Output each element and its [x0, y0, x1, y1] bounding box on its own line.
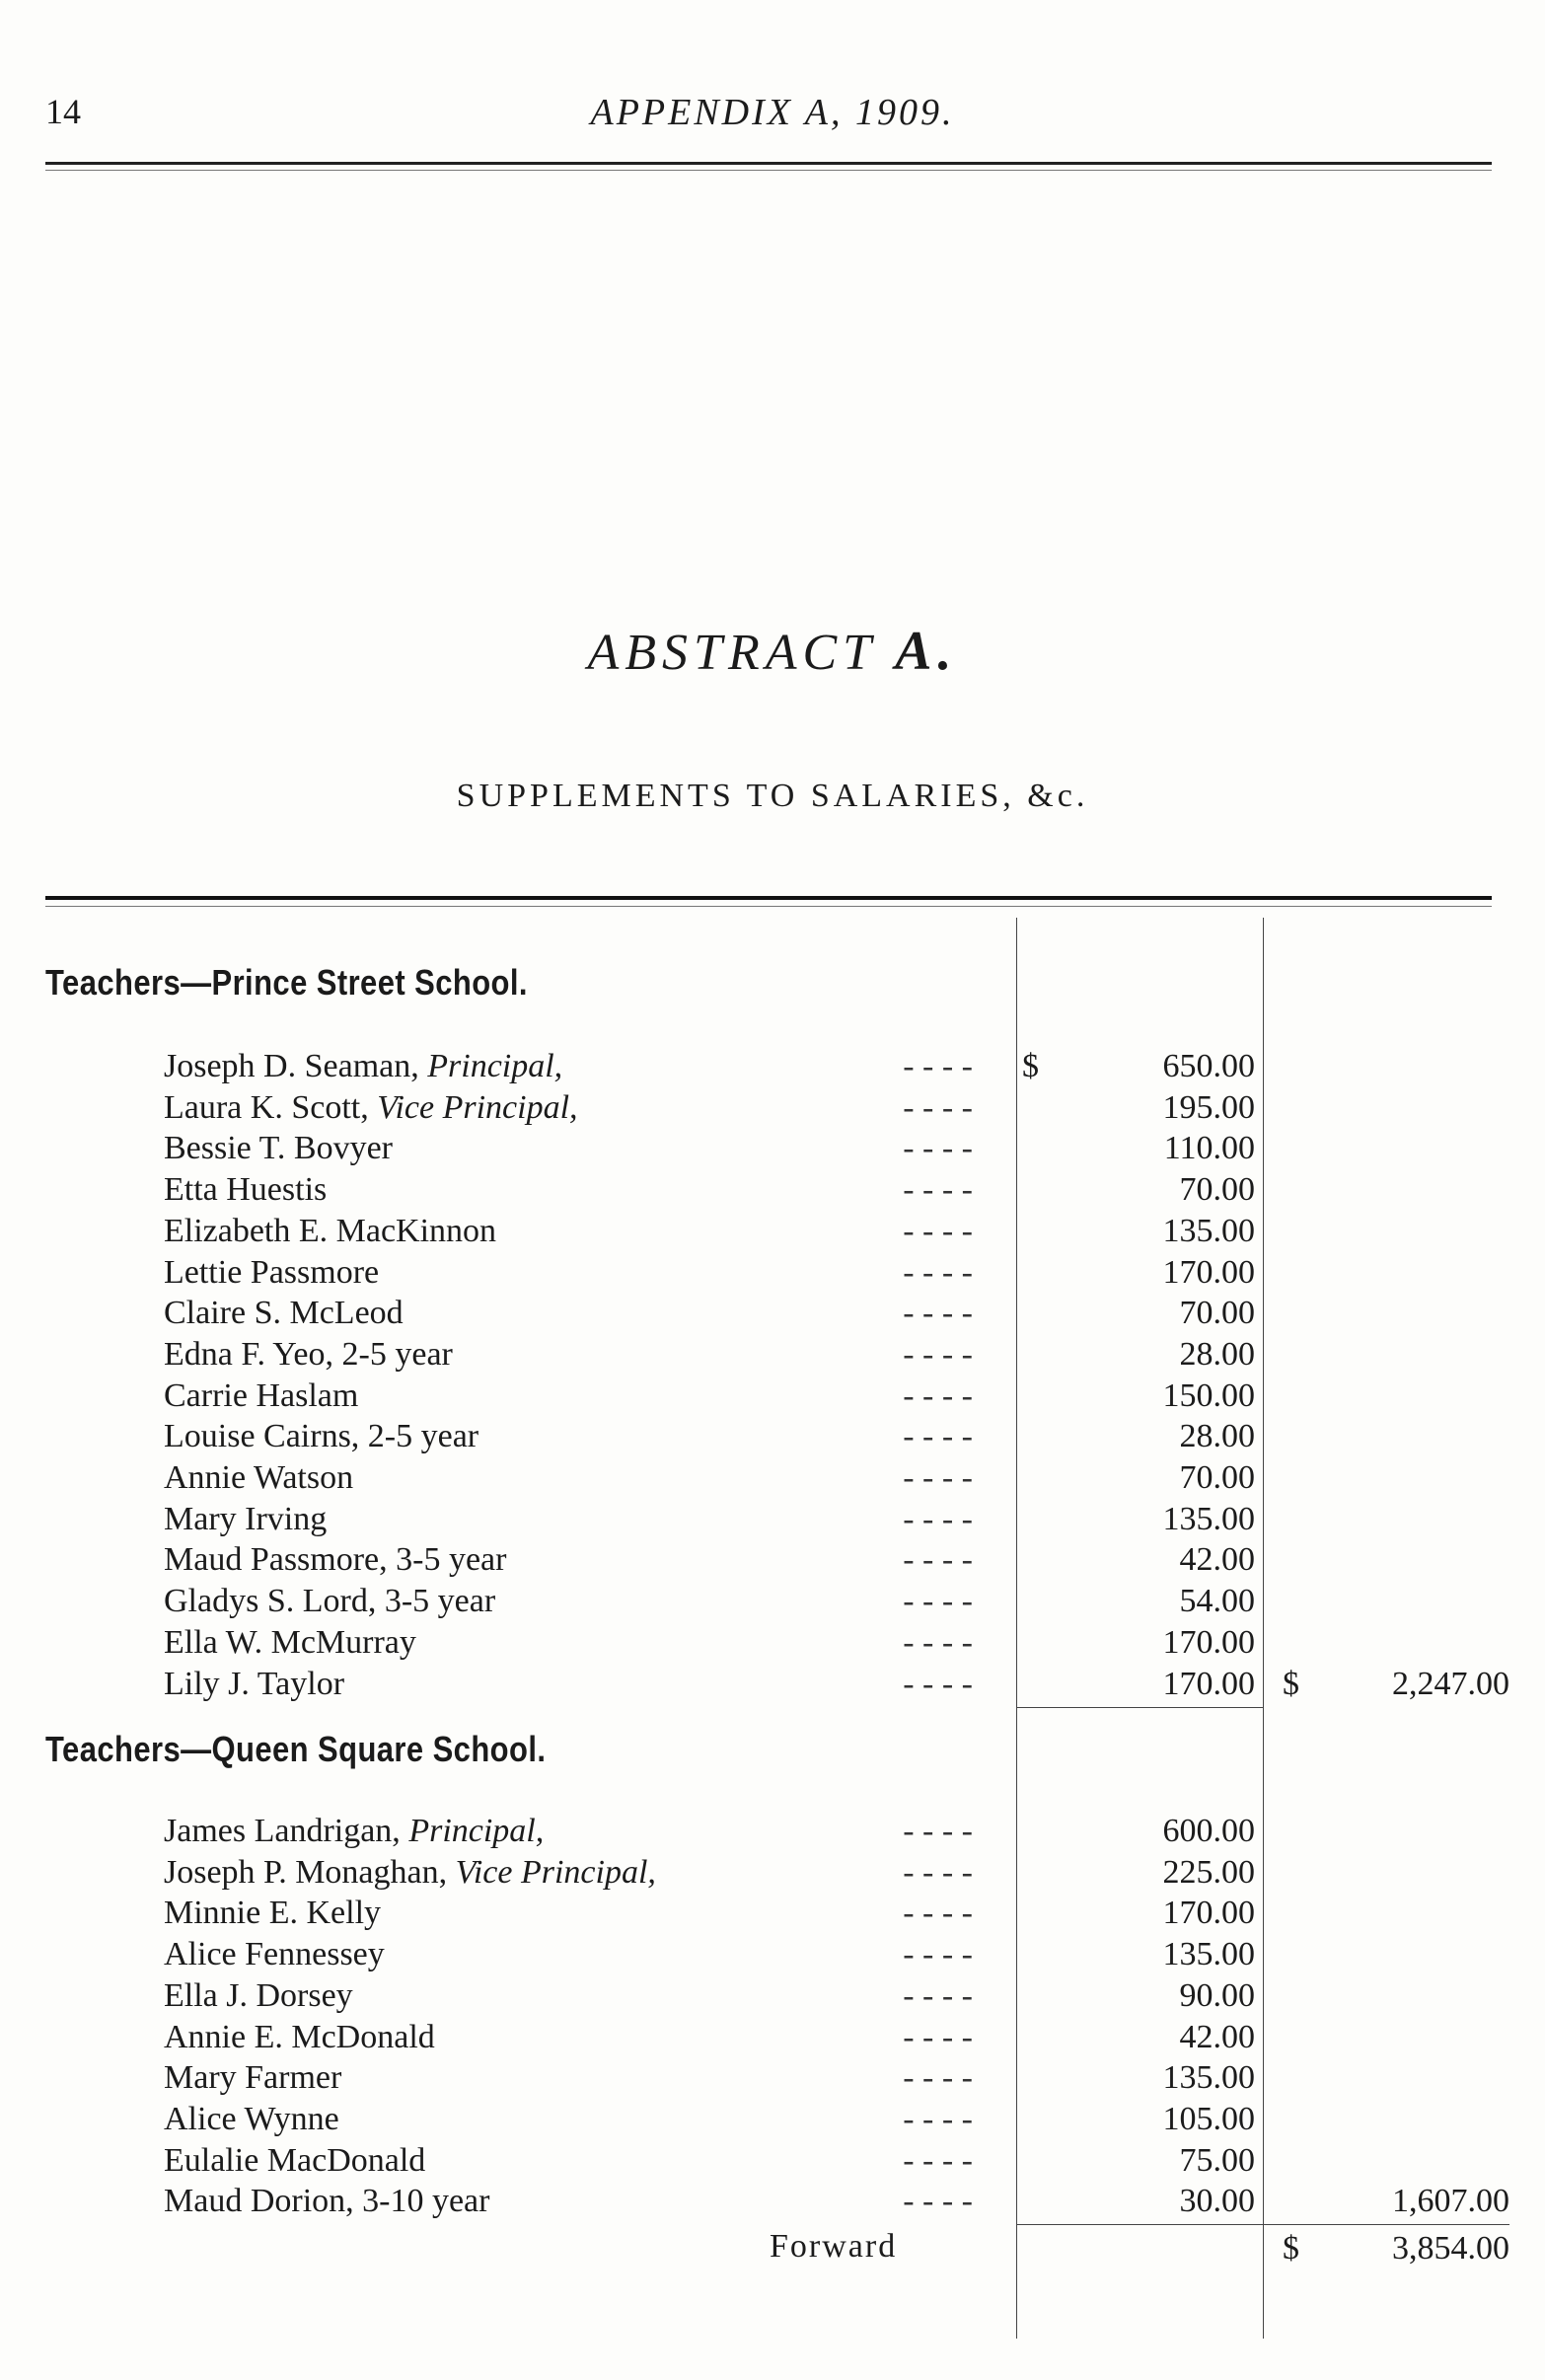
teacher-name [164, 1664, 344, 1705]
leader-dashes: - - - - [903, 1895, 973, 1932]
abstract-title [0, 620, 1545, 683]
amount: 28.00 [1179, 1335, 1255, 1373]
page-number: 14 [45, 92, 81, 131]
amount: 170.00 [1162, 1665, 1255, 1702]
teacher-name-text: Maud Dorion, 3-10 year [164, 2183, 490, 2220]
amount: 70.00 [1179, 1459, 1255, 1496]
leader-dashes: - - - - [903, 2183, 973, 2220]
amount: 135.00 [1162, 2059, 1255, 2097]
teacher-name-text: Joseph D. Seaman, [164, 1048, 428, 1084]
teacher-name [164, 2140, 425, 2182]
abstract-title-word: ABSTRACT [587, 625, 877, 681]
leader-dashes: - - - - [903, 1665, 973, 1702]
leader-dashes: - - - - [903, 1212, 973, 1249]
leader-dashes: - - - - [903, 2141, 973, 2179]
teacher-name [164, 2057, 341, 2099]
teacher-name-text: Bessie T. Bovyer [164, 1130, 393, 1167]
leader-dashes: - - - - [903, 1813, 973, 1849]
teacher-name-text: Alice Fennessey [164, 1936, 385, 1973]
teacher-name [164, 1975, 353, 2017]
table-row [164, 1893, 1506, 1934]
table-row [164, 1975, 1506, 2017]
teacher-name-text: Ella W. McMurray [164, 1623, 416, 1661]
table-row [164, 1128, 1506, 1169]
teacher-role: Vice Principal, [455, 1853, 656, 1891]
table-row [164, 1293, 1506, 1334]
teacher-name [164, 1539, 506, 1581]
teacher-name-text: Eulalie MacDonald [164, 2141, 426, 2179]
teacher-name [164, 1128, 393, 1169]
teacher-role: Principal, [427, 1048, 563, 1084]
table-row [164, 1811, 1506, 1852]
table-row [164, 1499, 1506, 1540]
leader-dashes: - - - - [903, 1853, 973, 1891]
table-row [164, 1334, 1506, 1376]
teacher-name [164, 2017, 435, 2058]
teacher-name-text: Mary Farmer [164, 2059, 342, 2097]
teacher-name-text: Laura K. Scott, [164, 1088, 378, 1126]
leader-dashes: - - - - [903, 1376, 973, 1414]
table-top-rule-thin [45, 906, 1492, 907]
leader-dashes: - - - - [903, 2018, 973, 2055]
currency-symbol: $ [1022, 1048, 1039, 1084]
amount: 75.00 [1179, 2141, 1255, 2179]
amount: 90.00 [1179, 1976, 1255, 2014]
teacher-name [164, 1622, 416, 1664]
teacher-name-text: Annie E. McDonald [164, 2018, 435, 2055]
amount: 135.00 [1162, 1936, 1255, 1973]
teacher-name-text: Joseph P. Monaghan, [164, 1853, 456, 1891]
teacher-name-text: Mary Irving [164, 1500, 328, 1537]
section-heading: Teachers—Queen Square School. [45, 1729, 547, 1769]
total-rule [1263, 2224, 1509, 2225]
amount: 70.00 [1179, 1295, 1255, 1332]
amount: 105.00 [1162, 2100, 1255, 2137]
amount: 650.00 [1162, 1048, 1255, 1084]
table-row [164, 2099, 1506, 2140]
teacher-name-text: Alice Wynne [164, 2100, 339, 2137]
running-title: APPENDIX A, 1909. [590, 92, 955, 133]
leader-dashes: - - - - [903, 1500, 973, 1537]
forward-amount: 3,854.00 [1392, 2230, 1509, 2268]
teacher-name-text: Edna F. Yeo, 2-5 year [164, 1335, 453, 1373]
teacher-name [164, 1811, 544, 1852]
teacher-role: Vice Principal, [377, 1088, 578, 1126]
table-row [164, 1457, 1506, 1499]
abstract-title-letter: A. [895, 621, 958, 682]
teacher-name-text: Etta Huestis [164, 1171, 328, 1209]
table-row [164, 2017, 1506, 2058]
table-row [164, 1934, 1506, 1975]
teacher-name-text: Claire S. McLeod [164, 1295, 404, 1332]
amount: 170.00 [1162, 1895, 1255, 1932]
header-rule-thin [45, 170, 1492, 171]
leader-dashes: - - - - [903, 2059, 973, 2097]
teacher-name [164, 1457, 353, 1499]
teacher-role: Principal, [408, 1813, 545, 1849]
teacher-name [164, 2181, 489, 2222]
currency-symbol: $ [1283, 1665, 1299, 1702]
table-row [164, 1622, 1506, 1664]
teacher-name [164, 2099, 339, 2140]
table-row [164, 1046, 1506, 1087]
teacher-name [164, 1169, 327, 1211]
teacher-name-text: Maud Passmore, 3-5 year [164, 1541, 507, 1579]
table-row [164, 1211, 1506, 1252]
table-row [164, 1852, 1506, 1894]
teacher-name [164, 1046, 562, 1087]
table-row [164, 1581, 1506, 1622]
amount: 70.00 [1179, 1171, 1255, 1209]
leader-dashes: - - - - [903, 1295, 973, 1332]
leader-dashes: - - - - [903, 2100, 973, 2137]
amount: 225.00 [1162, 1853, 1255, 1891]
subtotal-rule [1016, 1707, 1263, 1708]
leader-dashes: - - - - [903, 1130, 973, 1167]
teacher-name [164, 1211, 496, 1252]
teacher-name [164, 1416, 478, 1457]
currency-symbol: $ [1283, 2230, 1299, 2268]
leader-dashes: - - - - [903, 1976, 973, 2014]
amount: 135.00 [1162, 1500, 1255, 1537]
table-row [164, 1169, 1506, 1211]
teacher-name [164, 1499, 327, 1540]
leader-dashes: - - - - [903, 1936, 973, 1973]
table-row [164, 1252, 1506, 1294]
leader-dashes: - - - - [903, 1335, 973, 1373]
teacher-name-text: Annie Watson [164, 1459, 354, 1496]
table-row [164, 2057, 1506, 2099]
leader-dashes: - - - - [903, 1253, 973, 1291]
teacher-name-text: James Landrigan, [164, 1813, 409, 1849]
abstract-subtitle: SUPPLEMENTS TO SALARIES, &c. [456, 778, 1089, 814]
teacher-name [164, 1581, 495, 1622]
amount: 170.00 [1162, 1253, 1255, 1291]
page-header [0, 91, 1545, 140]
section-total: 2,247.00 [1392, 1665, 1509, 1702]
amount: 28.00 [1179, 1418, 1255, 1455]
teacher-name-text: Gladys S. Lord, 3-5 year [164, 1583, 496, 1620]
amount: 30.00 [1179, 2183, 1255, 2220]
amount: 600.00 [1162, 1813, 1255, 1849]
leader-dashes: - - - - [903, 1088, 973, 1126]
teacher-name [164, 1293, 404, 1334]
amount: 42.00 [1179, 2018, 1255, 2055]
teacher-name-text: Elizabeth E. MacKinnon [164, 1212, 497, 1249]
teacher-name-text: Minnie E. Kelly [164, 1895, 382, 1932]
amount: 195.00 [1162, 1088, 1255, 1126]
section-heading: Teachers—Prince Street School. [45, 962, 528, 1003]
leader-dashes: - - - - [903, 1541, 973, 1579]
teacher-name-text: Lily J. Taylor [164, 1665, 345, 1702]
forward-label: Forward [770, 2228, 898, 2266]
amount: 135.00 [1162, 1212, 1255, 1249]
header-rule [45, 162, 1492, 165]
section-total: 1,607.00 [1392, 2183, 1509, 2220]
table-row [164, 1376, 1506, 1417]
table-row [164, 1416, 1506, 1457]
teacher-name [164, 1893, 381, 1934]
table-row [164, 1539, 1506, 1581]
leader-dashes: - - - - [903, 1048, 973, 1084]
table-row [164, 1087, 1506, 1129]
leader-dashes: - - - - [903, 1459, 973, 1496]
subtotal-rule [1016, 2224, 1263, 2225]
teacher-name [164, 1334, 453, 1376]
teacher-name-text: Louise Cairns, 2-5 year [164, 1418, 479, 1455]
teacher-name [164, 1087, 578, 1129]
teacher-name [164, 1934, 385, 1975]
teacher-name [164, 1852, 656, 1894]
table-row [164, 2140, 1506, 2182]
teacher-name [164, 1252, 379, 1294]
amount: 170.00 [1162, 1623, 1255, 1661]
amount: 42.00 [1179, 1541, 1255, 1579]
teacher-name-text: Carrie Haslam [164, 1376, 359, 1414]
leader-dashes: - - - - [903, 1623, 973, 1661]
teacher-name [164, 1376, 358, 1417]
leader-dashes: - - - - [903, 1171, 973, 1209]
amount: 110.00 [1163, 1130, 1255, 1167]
amount: 54.00 [1179, 1583, 1255, 1620]
leader-dashes: - - - - [903, 1418, 973, 1455]
teacher-name-text: Ella J. Dorsey [164, 1976, 353, 2014]
amount: 150.00 [1162, 1376, 1255, 1414]
leader-dashes: - - - - [903, 1583, 973, 1620]
table-top-rule [45, 896, 1492, 900]
teacher-name-text: Lettie Passmore [164, 1253, 380, 1291]
